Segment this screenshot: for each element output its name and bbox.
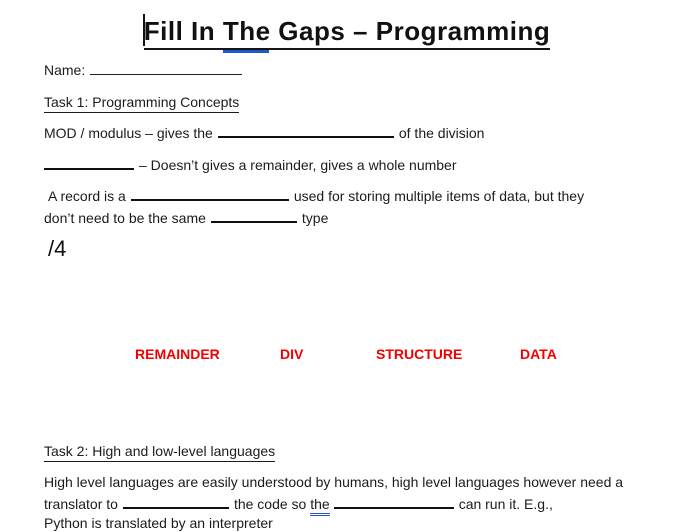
task2-heading-row (44, 442, 275, 462)
task2-heading: Task 2: High and low-level languages (44, 442, 275, 462)
task2-para-line1: High level languages are easily understood by humans, high level languages however need a (44, 474, 624, 490)
task1-heading: Task 1: Programming Concepts (44, 93, 239, 113)
word-bank-remainder: REMAINDER (135, 346, 220, 362)
word-bank-structure: STRUCTURE (376, 346, 463, 362)
mod-blank (218, 124, 394, 138)
page-title (144, 16, 551, 50)
task1-div-line (44, 156, 457, 174)
machine-blank (334, 495, 454, 509)
title-segment-grammar-flagged (223, 16, 271, 47)
mod-text-pre: MOD / modulus – gives the (44, 125, 213, 141)
record2-text-pre: don’t need to be the same (44, 210, 206, 226)
task2-para-line2 (44, 495, 553, 516)
task2-text-post: can run it. E.g., (458, 496, 553, 512)
record2-text-post: type (301, 210, 329, 226)
title-segment-1: Fill In (143, 16, 223, 46)
task1-score: /4 (48, 236, 67, 261)
record-text-post: used for storing multiple items of data, but they (293, 188, 585, 204)
task1-record-line1 (44, 187, 584, 205)
mod-text-post: of the division (398, 125, 485, 141)
grammar-flagged-word: the (310, 495, 329, 516)
task2-text-mid: the code so (233, 496, 307, 512)
data-type-blank (211, 209, 297, 223)
record-text-pre: A record is a (48, 188, 126, 204)
div-blank (44, 156, 134, 170)
task1-mod-line (44, 124, 484, 142)
translate-blank (123, 495, 229, 509)
task1-record-line2 (44, 209, 328, 227)
grammar-underline (223, 50, 269, 53)
document-title-row (0, 14, 693, 50)
title-segment-2: The (222, 16, 271, 46)
name-row (44, 61, 247, 79)
task2-text-pre: translator to (44, 496, 118, 512)
record-blank (131, 187, 289, 201)
name-label: Name: (44, 62, 86, 78)
name-blank (90, 62, 242, 75)
word-bank-data: DATA (520, 346, 557, 362)
word-bank-div: DIV (280, 346, 304, 362)
title-segment-3: Gaps – Programming (270, 16, 551, 46)
task1-heading-row (44, 93, 239, 113)
div-text: – Doesn’t gives a remainder, gives a whole number (139, 157, 457, 173)
task2-para-line3: Python is translated by an interpreter (44, 515, 273, 531)
